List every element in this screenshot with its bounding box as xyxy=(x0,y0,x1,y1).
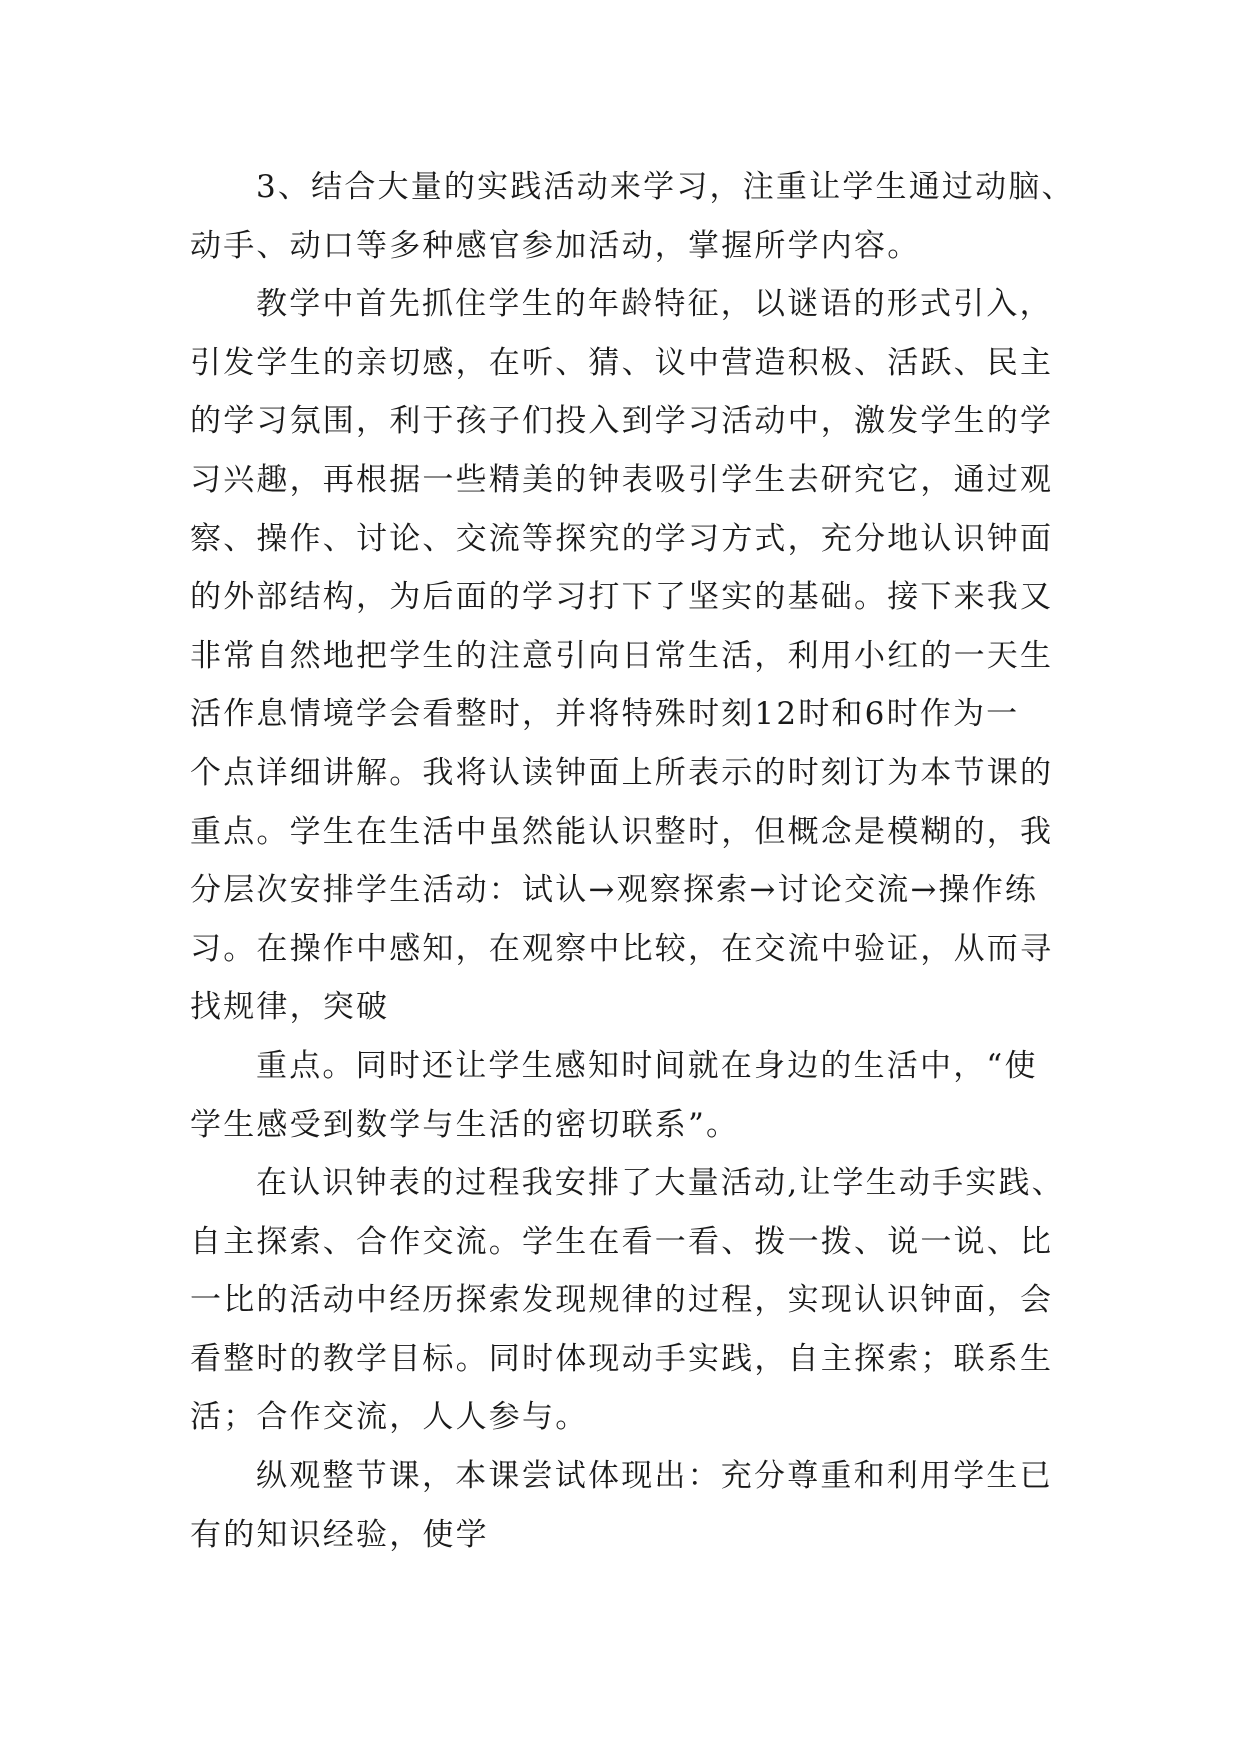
text-line: 个点详细讲解。我将认读钟面上所表示的时刻订为本节课的 xyxy=(190,754,1054,791)
text-line: 非常自然地把学生的注意引向日常生活，利用小红的一天生 xyxy=(190,637,1054,674)
text-line: 引发学生的亲切感，在听、猜、议中营造积极、活跃、民主 xyxy=(190,344,1054,381)
text-line: 纵观整节课，本课尝试体现出：充分尊重和利用学生已 xyxy=(256,1458,1053,1495)
text-line: 动手、动口等多种感官参加活动，掌握所学内容。 xyxy=(190,227,921,264)
text-line: 重点。学生在生活中虽然能认识整时，但概念是模糊的，我 xyxy=(190,813,1054,850)
text-line: 学生感受到数学与生活的密切联系”。 xyxy=(190,1106,740,1143)
text-line: 教学中首先抓住学生的年龄特征，以谜语的形式引入， xyxy=(256,286,1053,323)
paragraph-teaching-process xyxy=(190,275,1060,1037)
document-body xyxy=(190,158,1075,1564)
text-line: 3、结合大量的实践活动来学习，注重让学生通过动脑、 xyxy=(256,169,1075,205)
text-line: 自主探索、合作交流。学生在看一看、拨一拨、说一说、比 xyxy=(190,1223,1054,1260)
text-line: 看整时的教学目标。同时体现动手实践，自主探索；联系生 xyxy=(190,1340,1054,1377)
paragraph-clock-activities xyxy=(190,1154,1065,1447)
paragraph-summary xyxy=(190,1447,1060,1564)
text-line: 的学习氛围，利于孩子们投入到学习活动中，激发学生的学 xyxy=(190,403,1054,440)
text-line: 找规律，突破 xyxy=(190,989,390,1026)
text-line: 活作息情境学会看整时，并将特殊时刻12时和6时作为一 xyxy=(190,696,1020,733)
text-line: 重点。同时还让学生感知时间就在身边的生活中，“使 xyxy=(256,1047,1038,1084)
text-line: 的外部结构，为后面的学习打下了坚实的基础。接下来我又 xyxy=(190,579,1054,616)
text-line: 察、操作、讨论、交流等探究的学习方式，充分地认识钟面 xyxy=(190,520,1054,557)
text-line: 有的知识经验，使学 xyxy=(190,1516,489,1553)
text-line: 活；合作交流，人人参与。 xyxy=(190,1399,589,1436)
text-line: 习兴趣，再根据一些精美的钟表吸引学生去研究它，通过观 xyxy=(190,461,1054,498)
paragraph-practice-activities xyxy=(190,158,1075,275)
paragraph-key-point xyxy=(190,1037,1060,1154)
text-line: 在认识钟表的过程我安排了大量活动,让学生动手实践、 xyxy=(256,1165,1065,1202)
text-line: 分层次安排学生活动：试认→观察探索→讨论交流→操作练 xyxy=(190,872,1039,909)
text-line: 习。在操作中感知，在观察中比较，在交流中验证，从而寻 xyxy=(190,930,1054,967)
text-line: 一比的活动中经历探索发现规律的过程，实现认识钟面，会 xyxy=(190,1282,1054,1319)
